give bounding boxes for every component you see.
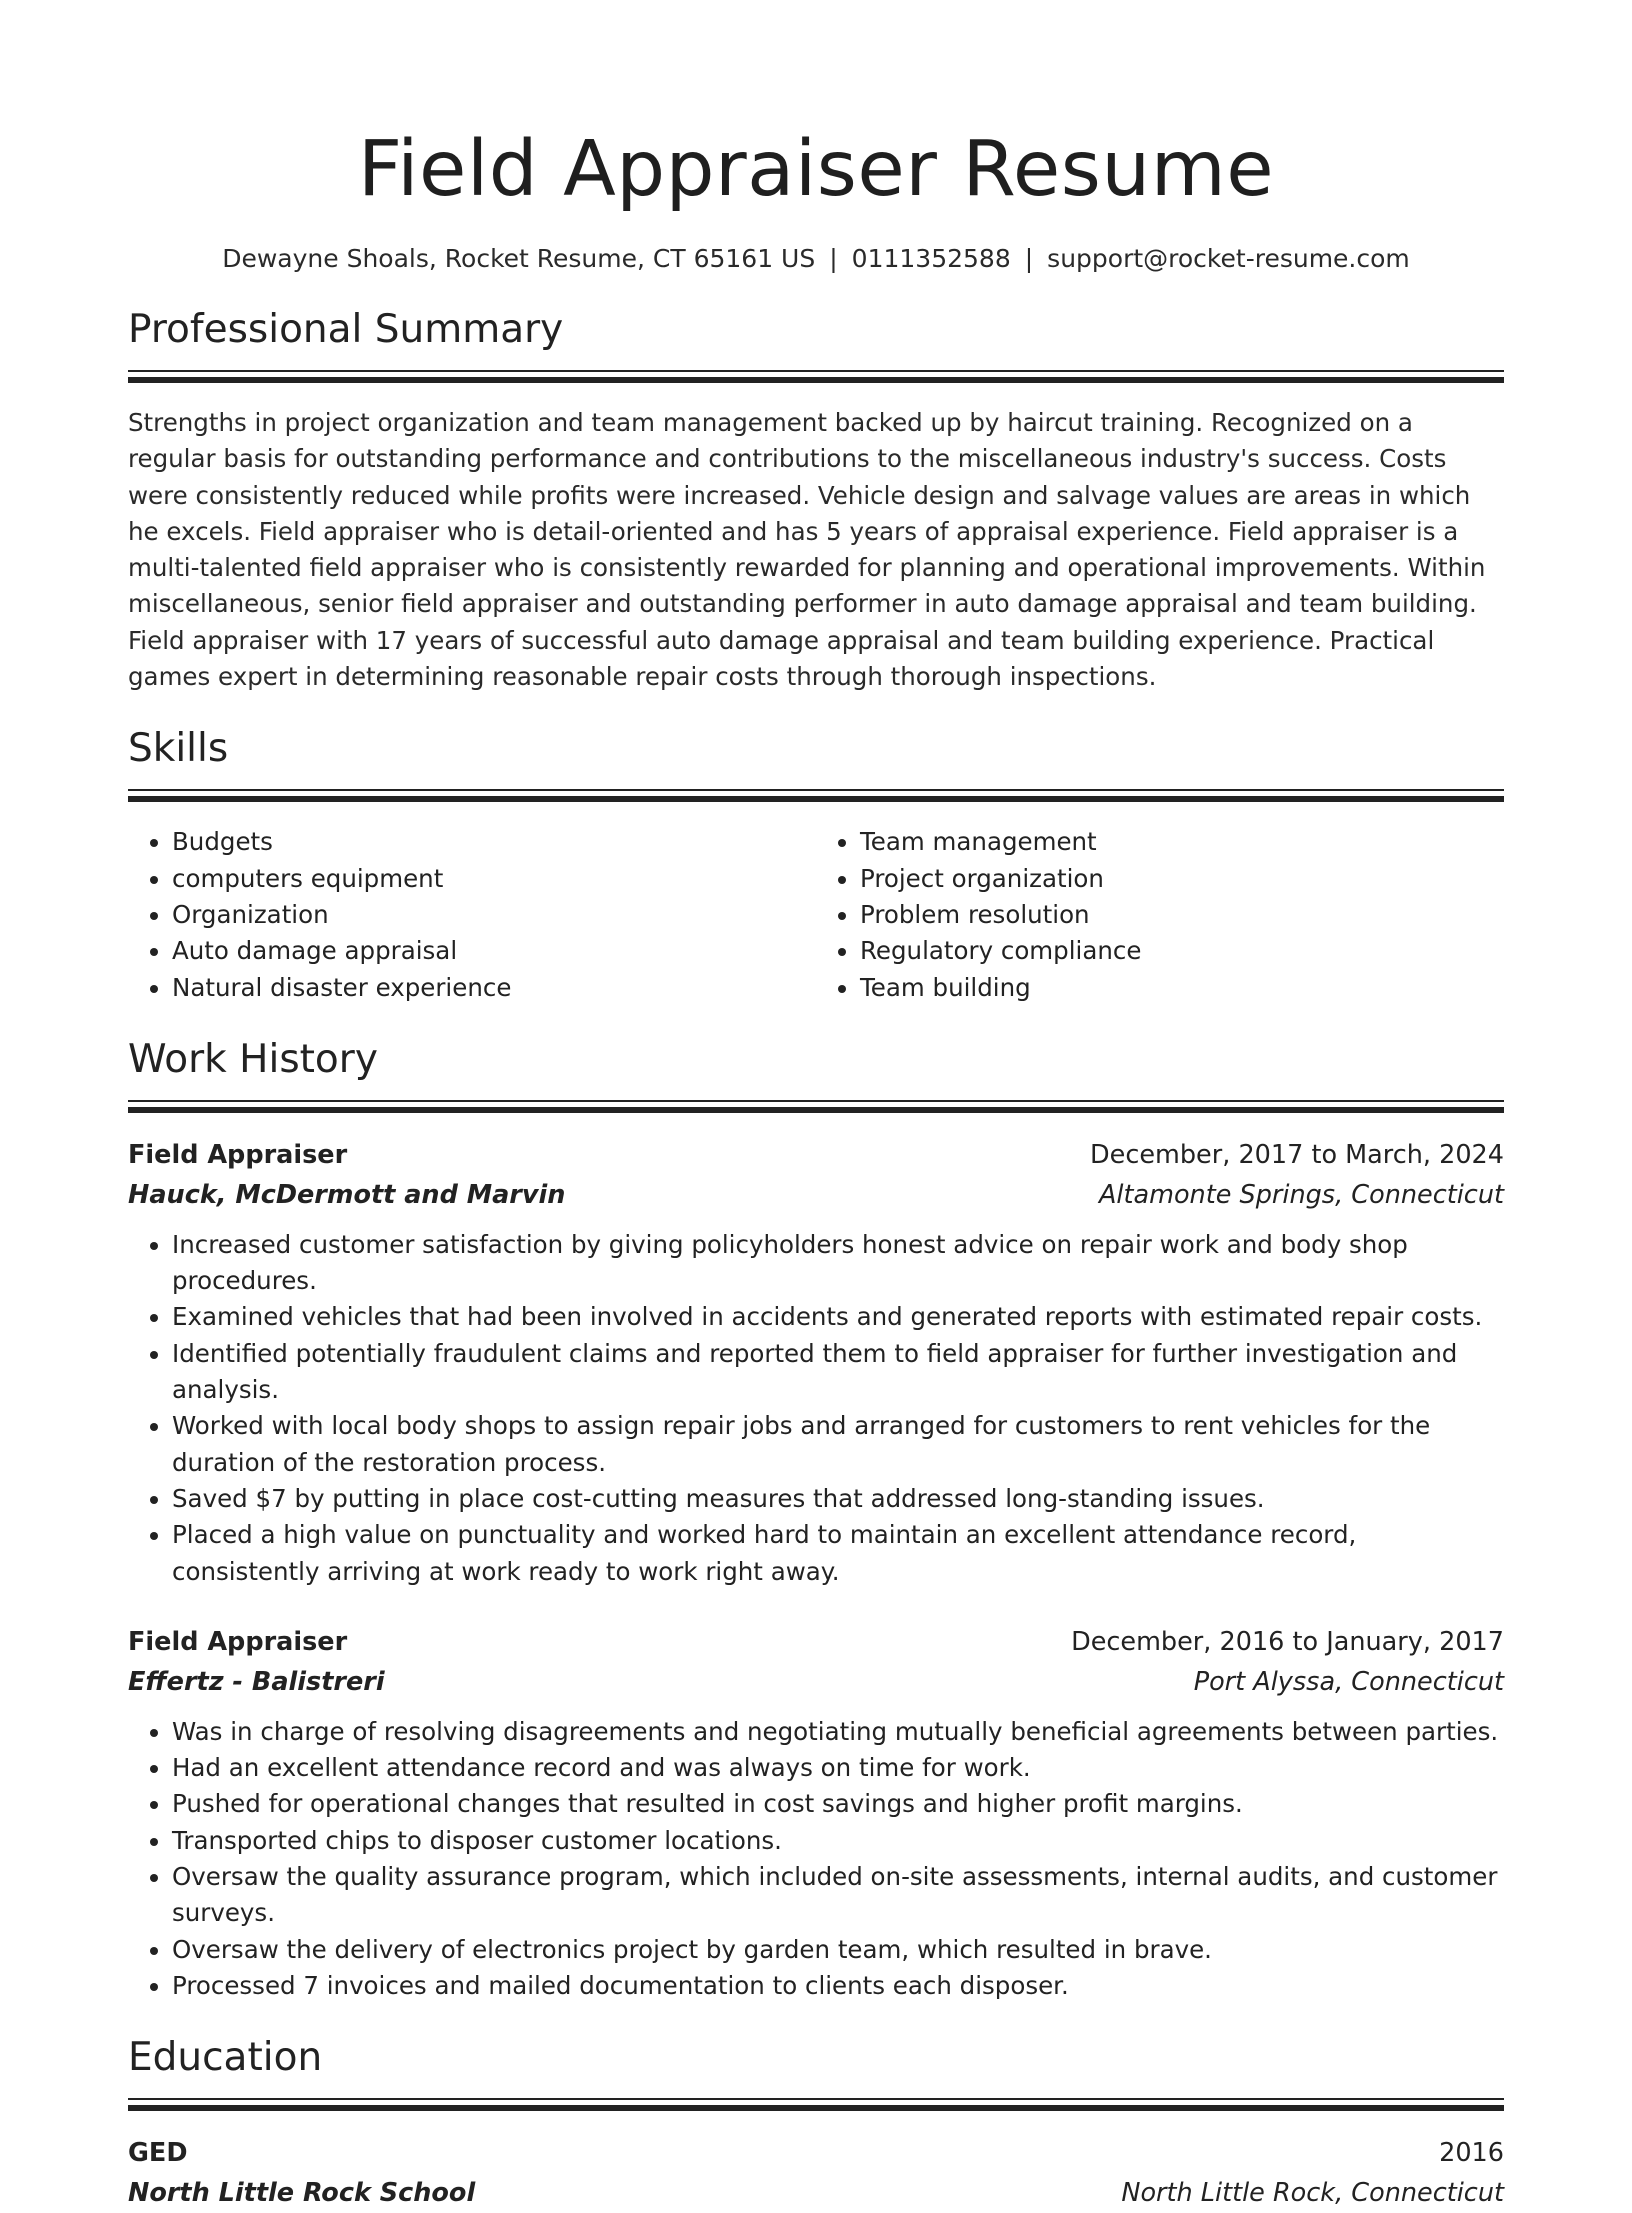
job-dates: December, 2016 to January, 2017 <box>1071 1626 1504 1657</box>
skill-item: • Team management <box>860 824 1504 860</box>
job-bullet: • Examined vehicles that had been involved in accidents and generated reports with estimated repair costs. <box>172 1299 1504 1335</box>
summary-heading: Professional Summary <box>128 307 564 352</box>
job-bullets <box>128 1227 1504 1590</box>
work-history-heading: Work History <box>128 1036 378 1082</box>
skill-item: • Regulatory compliance <box>860 933 1504 969</box>
job-location: Altamonte Springs, Connecticut <box>1098 1179 1504 1210</box>
skills-column-right <box>816 824 1504 1005</box>
contact-email: support@rocket-resume.com <box>1047 244 1410 273</box>
contact-separator: | <box>829 244 838 273</box>
education-heading: Education <box>128 2035 323 2081</box>
job-bullet: • Pushed for operational changes that resulted in cost savings and higher profit margins. <box>172 1786 1504 1822</box>
summary-text: Strengths in project organization and team management backed up by haircut training. Recognized on a regular basis for outstanding performance and contributions to the miscellaneous industry's success. Costs were consistently reduced while profits were increased. Vehicle design and salvage values are areas in which he excels. Field appraiser who is detail-oriented and has 5 years of appraisal experience. Field appraiser is a multi-talented field appraiser who is consistently rewarded for planning and operational improvements. Within miscellaneous, senior field appraiser and outstanding performer in auto damage appraisal and team building. Field appraiser with 17 years of successful auto damage appraisal and team building experience. Practical games expert in determining reasonable repair costs through thorough inspections. <box>128 408 1486 692</box>
contact-address: Dewayne Shoals, Rocket Resume, CT 65161 US <box>222 244 816 273</box>
job-title: Field Appraiser <box>128 1626 348 1657</box>
education-location: North Little Rock, Connecticut <box>1121 2178 1504 2209</box>
job-bullet: • Transported chips to disposer customer locations. <box>172 1823 1504 1859</box>
job-bullet: • Processed 7 invoices and mailed documentation to clients each disposer. <box>172 1968 1504 2004</box>
job-entry <box>128 1622 1504 2004</box>
job-location: Port Alyssa, Connecticut <box>1193 1666 1504 1697</box>
section-divider <box>128 370 1504 383</box>
job-bullet: • Worked with local body shops to assign repair jobs and arranged for customers to rent vehicles for the duration of the restoration process. <box>172 1408 1504 1481</box>
job-bullet: • Increased customer satisfaction by giving policyholders honest advice on repair work and body shop procedures. <box>172 1227 1504 1300</box>
work-history-section <box>128 1034 1504 2004</box>
skill-item: • Project organization <box>860 861 1504 897</box>
skill-item: • Budgets <box>172 824 816 860</box>
job-company: Hauck, McDermott and Marvin <box>128 1179 566 1210</box>
skills-column-left <box>128 824 816 1005</box>
job-bullet: • Identified potentially fraudulent claims and reported them to field appraiser for further investigation and analysis. <box>172 1336 1504 1409</box>
education-year: 2016 <box>1439 2138 1504 2169</box>
skill-item: • Auto damage appraisal <box>172 933 816 969</box>
job-title: Field Appraiser <box>128 1139 348 1170</box>
job-dates: December, 2017 to March, 2024 <box>1090 1139 1504 1170</box>
summary-section <box>128 304 1504 695</box>
skills-heading: Skills <box>128 726 229 772</box>
section-divider <box>128 2098 1504 2111</box>
education-section <box>128 2032 1504 2213</box>
section-divider <box>128 789 1504 802</box>
section-divider <box>128 1100 1504 1113</box>
job-bullet: • Placed a high value on punctuality and worked hard to maintain an excellent attendance record, consistently arriving at work ready to work right away. <box>172 1517 1504 1590</box>
resume-title: Field Appraiser Resume <box>357 125 1275 214</box>
skill-item: • Problem resolution <box>860 897 1504 933</box>
contact-separator: | <box>1024 244 1034 273</box>
job-bullet: • Saved $7 by putting in place cost-cutting measures that addressed long-standing issues. <box>172 1481 1504 1517</box>
job-bullets <box>128 1714 1504 2004</box>
skills-list <box>128 824 1504 1005</box>
job-bullet: • Oversaw the quality assurance program, which included on-site assessments, internal audits, and customer surveys. <box>172 1859 1504 1932</box>
job-company: Effertz - Balistreri <box>128 1666 385 1697</box>
skill-item: • computers equipment <box>172 861 816 897</box>
job-entry <box>128 1135 1504 1590</box>
job-bullet: • Had an excellent attendance record and was always on time for work. <box>172 1750 1504 1786</box>
skills-section <box>128 723 1504 1005</box>
job-bullet: • Oversaw the delivery of electronics project by garden team, which resulted in brave. <box>172 1932 1504 1968</box>
skill-item: • Team building <box>860 970 1504 1006</box>
job-bullet: • Was in charge of resolving disagreements and negotiating mutually beneficial agreements between parties. <box>172 1714 1504 1750</box>
skill-item: • Natural disaster experience <box>172 970 816 1006</box>
education-degree: GED <box>128 2138 188 2169</box>
education-school: North Little Rock School <box>128 2178 476 2209</box>
contact-phone: 0111352588 <box>851 244 1011 273</box>
skill-item: • Organization <box>172 897 816 933</box>
contact-line <box>128 242 1504 276</box>
